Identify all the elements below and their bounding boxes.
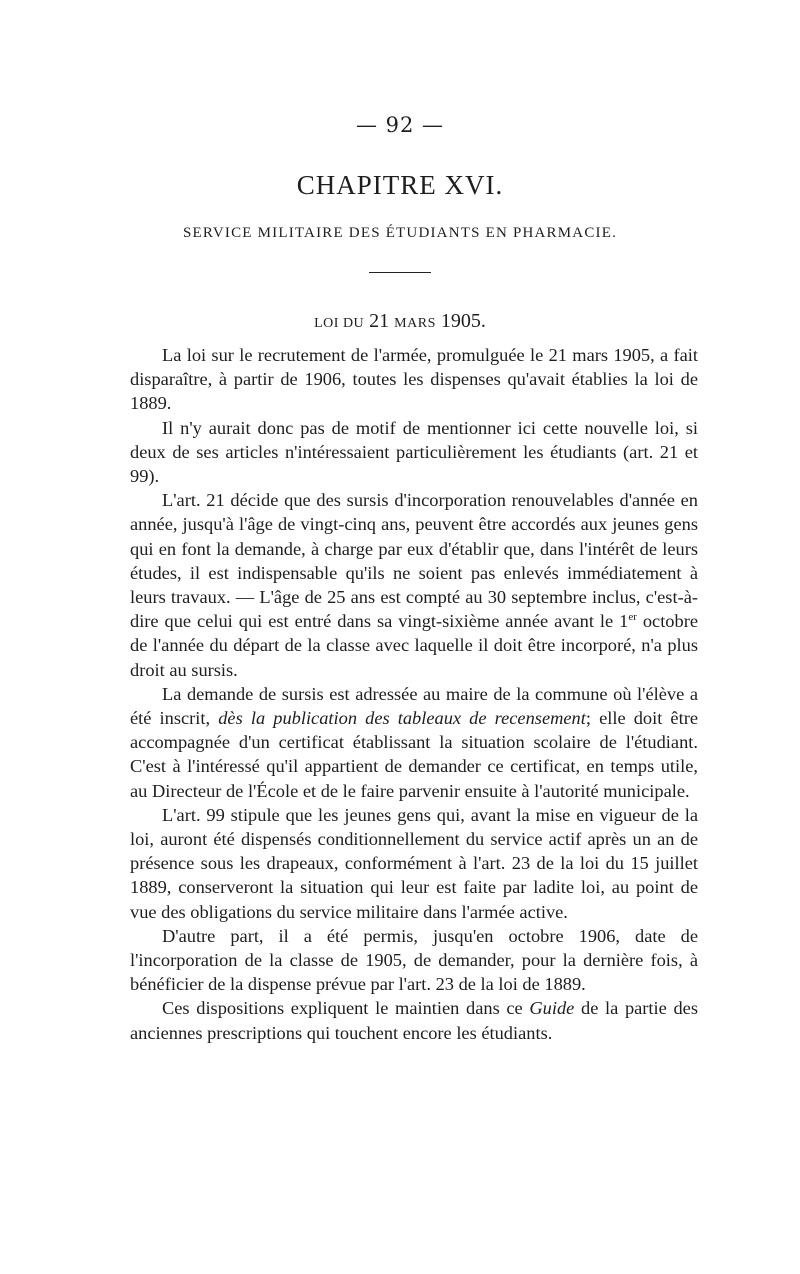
paragraph-3-text-b: octobre de l'année du départ de la classe avec laquelle il doit être incorporé, n'a plus droit au sursis.	[130, 611, 698, 680]
paragraph-6: D'autre part, il a été permis, jusqu'en octobre 1906, date de l'incorporation de la classe de 1905, de demander, pour la dernière fois, à bénéficier de la dispense prévue par l'art. 23 de la loi de 1889.	[130, 925, 698, 995]
law-heading	[0, 310, 800, 333]
paragraph-3	[130, 488, 698, 682]
paragraph-7	[130, 996, 698, 1044]
law-heading-day: 21	[369, 310, 390, 332]
paragraph-7-text-a: Ces dispositions expliquent le maintien dans ce	[162, 998, 530, 1019]
paragraph-4-text-a: La demande de sursis est adressée au maire de la commune où l'élève a été inscrit,	[130, 683, 698, 729]
paragraph-7-text-b: de la partie des anciennes prescriptions qui touchent encore les étudiants.	[130, 998, 698, 1043]
paragraph-3-superscript: er	[628, 611, 637, 624]
page-number: — 92 —	[355, 113, 445, 137]
chapter-subtitle: SERVICE MILITAIRE DES ÉTUDIANTS EN PHARMACIE.	[182, 225, 618, 241]
body-text	[130, 343, 698, 1045]
law-heading-year: 1905.	[440, 310, 486, 332]
paragraph-4-italic: dès la publication des tableaux de recensement	[218, 708, 586, 729]
law-heading-prefix: LOI DU	[314, 316, 365, 331]
paragraph-1: La loi sur le recrutement de l'armée, promulguée le 21 mars 1905, a fait disparaître, à partir de 1906, toutes les dispenses qu'avait établies la loi de 1889.	[130, 345, 698, 414]
separator-rule	[369, 272, 431, 273]
law-heading-month: MARS	[394, 316, 436, 331]
paragraph-5: L'art. 99 stipule que les jeunes gens qui, avant la mise en vigueur de la loi, auront été dispensés conditionnellement du service actif après un an de présence sous les drapeaux, conformément à l'art. 23 de la loi du 15 juillet 1889, conserveront la situation qui leur est faite par ladite loi, au point de vue des obligations du service militaire dans l'armée active.	[130, 804, 698, 922]
chapter-title: CHAPITRE XVI.	[296, 170, 504, 200]
paragraph-4	[130, 682, 698, 803]
paragraph-3-text-a: L'art. 21 décide que des sursis d'incorporation renouvelables d'année en année, jusqu'à l'âge de vingt-cinq ans, peuvent être accordés aux jeunes gens qui en font la demande, à charge par eux d'établir que, dans l'intérêt de leurs études, il est indispensable qu'ils ne soient pas enlevés immédiatement à leurs travaux. — L'âge de 25 ans est compté au 30 septembre inclus, c'est-à-dire que celui qui est entré dans sa vingt-sixième année avant le 1	[130, 490, 698, 632]
paragraph-2: Il n'y aurait donc pas de motif de mentionner ici cette nouvelle loi, si deux de ses articles n'intéressaient particulièrement les étudiants (art. 21 et 99).	[130, 417, 698, 487]
paragraph-4-text-b: ; elle doit être accompagnée d'un certificat établissant la situation scolaire de l'étudiant. C'est à l'intéressé qu'il appartient de demander ce certificat, en temps utile, au Directeur de l'École et de le faire parvenir ensuite à l'autorité municipale.	[130, 708, 698, 801]
paragraph-7-italic: Guide	[529, 998, 575, 1019]
